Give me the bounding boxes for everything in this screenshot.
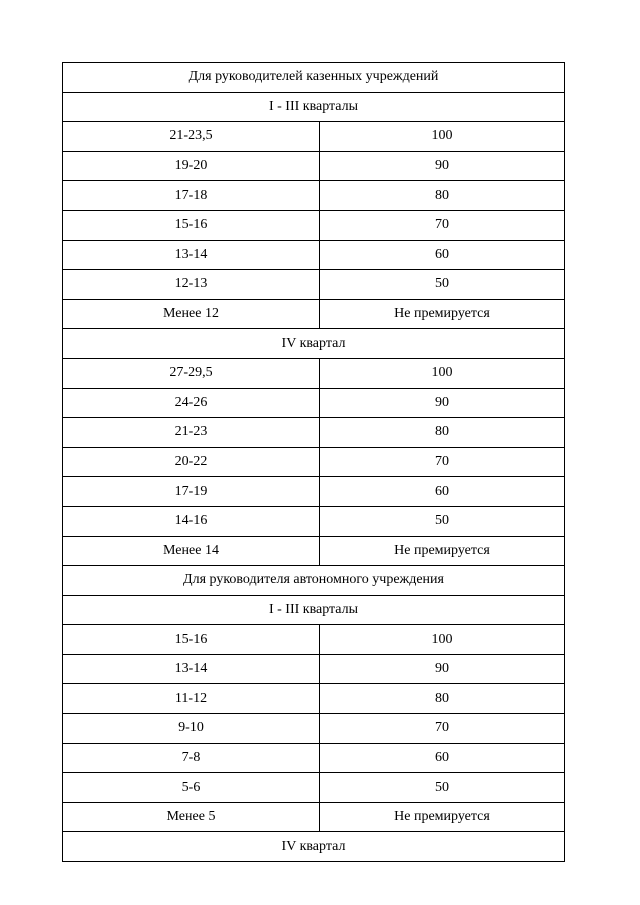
percent-cell: 90 [320, 388, 565, 418]
percent-cell: 80 [320, 418, 565, 448]
range-cell: 17-18 [63, 181, 320, 211]
range-cell: 21-23 [63, 418, 320, 448]
percent-cell: 90 [320, 654, 565, 684]
range-cell: 13-14 [63, 240, 320, 270]
percent-cell: Не премируется [320, 536, 565, 566]
percent-cell: 60 [320, 477, 565, 507]
table-row [63, 270, 565, 300]
range-cell: 24-26 [63, 388, 320, 418]
range-cell: 17-19 [63, 477, 320, 507]
table-row [63, 743, 565, 773]
percent-cell: 50 [320, 506, 565, 536]
section-header-cell: I - III кварталы [63, 92, 565, 122]
table-row [63, 773, 565, 803]
table-row [63, 299, 565, 329]
section-header-cell: Для руководителя автономного учреждения [63, 566, 565, 596]
table-row [63, 418, 565, 448]
percent-cell: Не премируется [320, 299, 565, 329]
table-row [63, 536, 565, 566]
range-cell: 15-16 [63, 625, 320, 655]
range-cell: 19-20 [63, 151, 320, 181]
section-header-row [63, 63, 565, 93]
range-cell: 21-23,5 [63, 122, 320, 152]
percent-cell: 70 [320, 447, 565, 477]
bonus-table [62, 62, 565, 862]
table-row [63, 388, 565, 418]
table-row [63, 802, 565, 832]
range-cell: 5-6 [63, 773, 320, 803]
table-row [63, 240, 565, 270]
table-row [63, 506, 565, 536]
percent-cell: 80 [320, 181, 565, 211]
range-cell: 15-16 [63, 210, 320, 240]
range-cell: 12-13 [63, 270, 320, 300]
percent-cell: 50 [320, 773, 565, 803]
table-row [63, 654, 565, 684]
range-cell: 13-14 [63, 654, 320, 684]
percent-cell: 80 [320, 684, 565, 714]
percent-cell: 100 [320, 358, 565, 388]
table-row [63, 714, 565, 744]
section-header-row [63, 566, 565, 596]
table-row [63, 358, 565, 388]
section-header-cell: Для руководителей казенных учреждений [63, 63, 565, 93]
bonus-table-body [63, 63, 565, 862]
percent-cell: 70 [320, 714, 565, 744]
section-header-row [63, 595, 565, 625]
table-row [63, 625, 565, 655]
range-cell: 20-22 [63, 447, 320, 477]
section-header-cell: IV квартал [63, 329, 565, 359]
section-header-row [63, 92, 565, 122]
range-cell: Менее 14 [63, 536, 320, 566]
table-row [63, 151, 565, 181]
range-cell: Менее 5 [63, 802, 320, 832]
percent-cell: 100 [320, 625, 565, 655]
range-cell: 9-10 [63, 714, 320, 744]
percent-cell: 100 [320, 122, 565, 152]
range-cell: 11-12 [63, 684, 320, 714]
range-cell: 14-16 [63, 506, 320, 536]
percent-cell: 50 [320, 270, 565, 300]
section-header-row [63, 329, 565, 359]
table-row [63, 210, 565, 240]
section-header-cell: IV квартал [63, 832, 565, 862]
percent-cell: 60 [320, 240, 565, 270]
table-row [63, 122, 565, 152]
section-header-row [63, 832, 565, 862]
range-cell: Менее 12 [63, 299, 320, 329]
percent-cell: 90 [320, 151, 565, 181]
range-cell: 7-8 [63, 743, 320, 773]
table-row [63, 181, 565, 211]
section-header-cell: I - III кварталы [63, 595, 565, 625]
range-cell: 27-29,5 [63, 358, 320, 388]
percent-cell: Не премируется [320, 802, 565, 832]
table-row [63, 684, 565, 714]
table-row [63, 477, 565, 507]
percent-cell: 60 [320, 743, 565, 773]
table-row [63, 447, 565, 477]
percent-cell: 70 [320, 210, 565, 240]
